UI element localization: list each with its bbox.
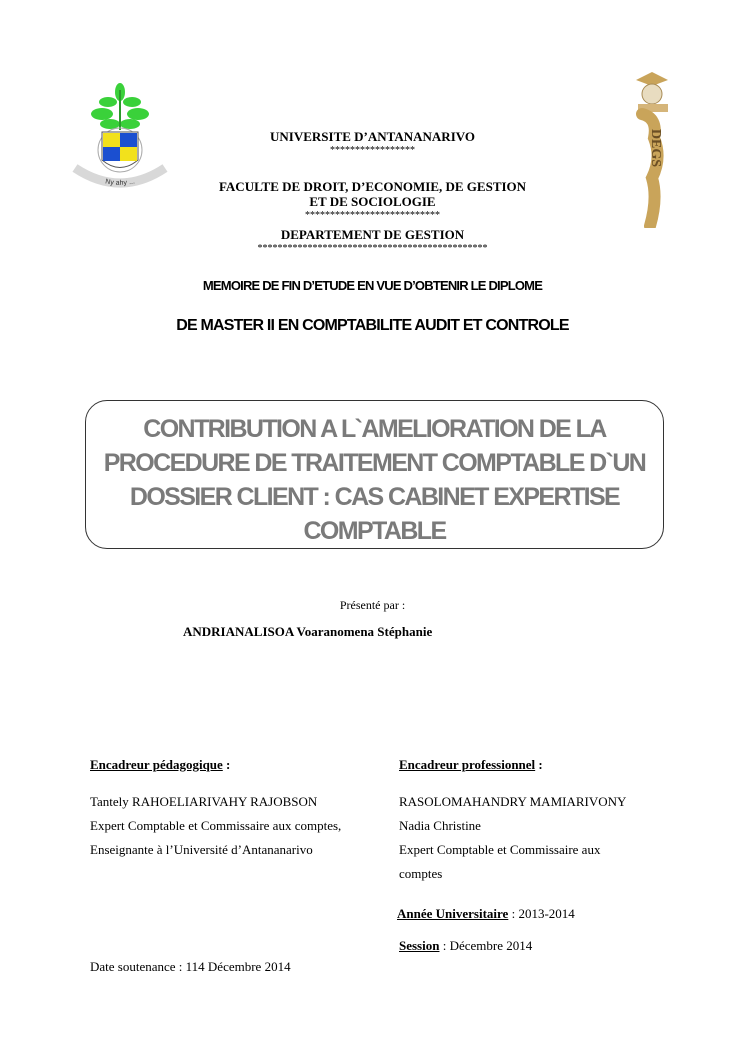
title-line: PROCEDURE DE TRAITEMENT COMPTABLE D`UN bbox=[103, 449, 646, 477]
supervisor-title: Expert Comptable et Commissaire aux bbox=[399, 842, 601, 857]
title-line: COMPTABLE bbox=[303, 517, 446, 545]
title-line: CONTRIBUTION A L`AMELIORATION DE LA bbox=[143, 415, 606, 443]
academic-year-value: : 2013-2014 bbox=[508, 906, 575, 921]
supervisor-name: RASOLOMAHANDRY MAMIARIVONY bbox=[399, 794, 627, 809]
supervisor-title-cont: comptes bbox=[399, 866, 443, 881]
heading-label: Encadreur professionnel bbox=[399, 757, 536, 772]
memoire-line1: MEMOIRE DE FIN D’ETUDE EN VUE D’OBTENIR LE DIPLOME bbox=[202, 278, 543, 293]
heading-label: Encadreur pédagogique bbox=[90, 757, 223, 772]
encadreur-professionnel-details bbox=[399, 790, 626, 886]
separator-stars: *************************** bbox=[305, 210, 440, 221]
academic-year-label: Année Universitaire bbox=[397, 906, 509, 921]
department-name: DEPARTEMENT DE GESTION bbox=[280, 227, 465, 242]
supervisor-name-cont: Nadia Christine bbox=[399, 818, 481, 833]
memoire-line2: DE MASTER II EN COMPTABILITE AUDIT ET CONTROLE bbox=[176, 317, 569, 334]
colon: : bbox=[535, 757, 543, 772]
thesis-title bbox=[85, 412, 664, 548]
encadreur-pedagogique-details bbox=[90, 790, 341, 862]
supervisor-affiliation: Enseignante à l’Université d’Antananarivo bbox=[90, 842, 313, 857]
academic-year bbox=[397, 906, 575, 922]
title-line: DOSSIER CLIENT : CAS CABINET EXPERTISE bbox=[129, 483, 620, 511]
faculty-name-line1: FACULTE DE DROIT, D’ECONOMIE, DE GESTION bbox=[218, 179, 527, 194]
defense-date: Date soutenance : 114 Décembre 2014 bbox=[90, 959, 291, 974]
session-value: : Décembre 2014 bbox=[439, 938, 533, 953]
encadreur-pedagogique-heading bbox=[90, 757, 230, 773]
colon: : bbox=[222, 757, 231, 772]
encadreur-professionnel-heading bbox=[399, 757, 543, 773]
supervisor-name: Tantely RAHOELIARIVAHY RAJOBSON bbox=[90, 794, 318, 809]
presented-by-label: Présenté par : bbox=[339, 598, 406, 612]
session bbox=[399, 938, 532, 954]
degs-logo-text: DEGS bbox=[648, 128, 663, 168]
faculty-name-line2: ET DE SOCIOLOGIE bbox=[309, 194, 436, 209]
university-name: UNIVERSITE D’ANTANANARIVO bbox=[270, 129, 475, 144]
supervisor-title: Expert Comptable et Commissaire aux comptes, bbox=[90, 818, 342, 833]
separator-stars: ***************** bbox=[330, 145, 415, 156]
logo-motto-text: Ny ahy ... bbox=[104, 178, 136, 187]
separator-stars: ********************************************** bbox=[257, 243, 488, 254]
session-label: Session bbox=[399, 938, 440, 953]
author-name: ANDRIANALISOA Voaranomena Stéphanie bbox=[183, 624, 433, 639]
